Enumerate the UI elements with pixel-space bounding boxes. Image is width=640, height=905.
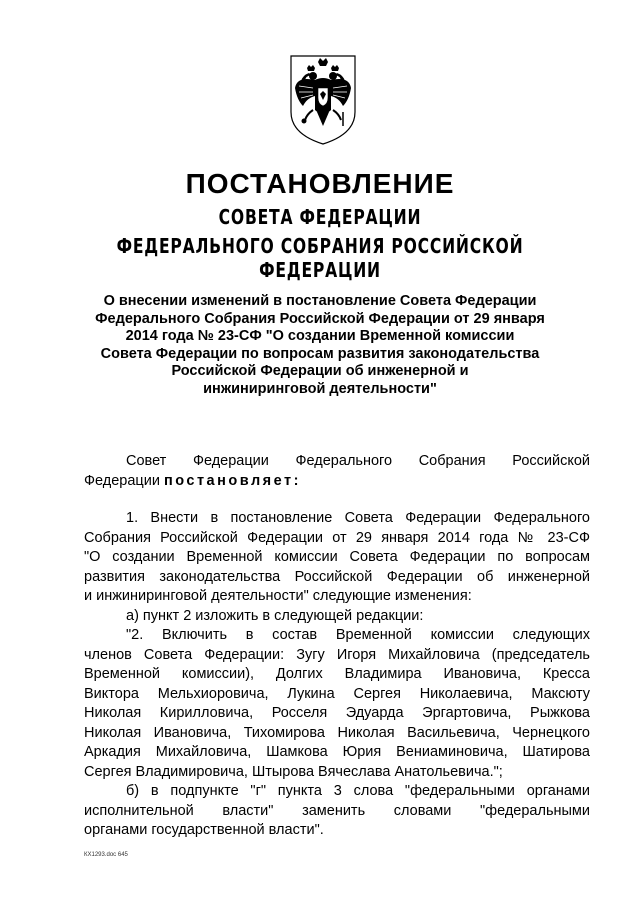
body-line: "2. Включить в состав Временной комиссии следующих (126, 627, 590, 643)
body-line: развития законодательства Российской Федерации об инженерной (84, 568, 590, 585)
body-line: б) в подпункте "г" пункта 3 слова "федеральными органами (126, 783, 590, 799)
decree-word: постановляет: (163, 472, 301, 489)
body-line: членов Совета Федерации: Зугу Игоря Михайловича (председатель (84, 646, 590, 663)
resolution-heading (70, 293, 570, 398)
main-text (84, 509, 590, 841)
body-line: Виктора Мельхиоровича, Лукина Сергея Николаевича, Максюту (84, 685, 590, 702)
heading-line: Российской Федерации об инженерной и (171, 363, 469, 379)
body-line: "О создании Временной комиссии Совета Федерации по вопросам (84, 549, 590, 565)
body-line: а) пункт 2 изложить в следующей редакции: (126, 607, 424, 624)
body-line: Аркадия Михайловича, Шамкова Юрия Вениаминовича, Шатирова (84, 744, 590, 760)
body-line: 1. Внести в постановление Совета Федерации Федерального (126, 510, 590, 526)
document-subtitle-line1: СОВЕТА ФЕДЕРАЦИИ (218, 205, 422, 229)
body-line: Николая Ивановича, Тихомирова Николая Васильевича, Чернецкого (84, 724, 590, 741)
heading-line: Совета Федерации по вопросам развития законодательства (100, 345, 540, 362)
heading-line: инжиниринговой деятельности" (203, 380, 437, 397)
body-line: и инжиниринговой деятельности" следующие изменения: (84, 588, 472, 604)
intro-line (84, 472, 590, 492)
body-line: Николая Кирилловича, Росселя Эдуарда Эргартовича, Рыжкова (84, 705, 590, 721)
double-headed-eagle-icon (289, 54, 357, 146)
document-footer-code: КХ1293.doc 645 (84, 852, 128, 858)
intro-line2-prefix: Федерации (84, 472, 164, 489)
body-line: Временной комиссии), Долгих Владимира Ивановича, Кресса (84, 666, 590, 682)
document-title: ПОСТАНОВЛЕНИЕ (185, 168, 455, 199)
heading-line: 2014 года № 23-СФ "О создании Временной комиссии (125, 328, 515, 344)
body-line: Собрания Российской Федерации от 29 января 2014 года № 23-СФ (84, 529, 590, 546)
intro-line: Совет Федерации Федерального Собрания Российской (126, 453, 590, 469)
heading-line: Федерального Собрания Российской Федерации от 29 января (95, 310, 545, 327)
coat-of-arms-emblem (289, 54, 357, 146)
document-subtitle-line2: ФЕДЕРАЛЬНОГО СОБРАНИЯ РОССИЙСКОЙ ФЕДЕРАЦИИ (116, 234, 524, 282)
body-line: исполнительной власти" заменить словами "федеральными (84, 802, 590, 819)
body-line: Сергея Владимировича, Штырова Вячеслава Анатольевича."; (84, 763, 503, 780)
body-line: органами государственной власти". (84, 822, 324, 838)
intro-paragraph (84, 452, 590, 491)
heading-line: О внесении изменений в постановление Совета Федерации (103, 293, 537, 309)
